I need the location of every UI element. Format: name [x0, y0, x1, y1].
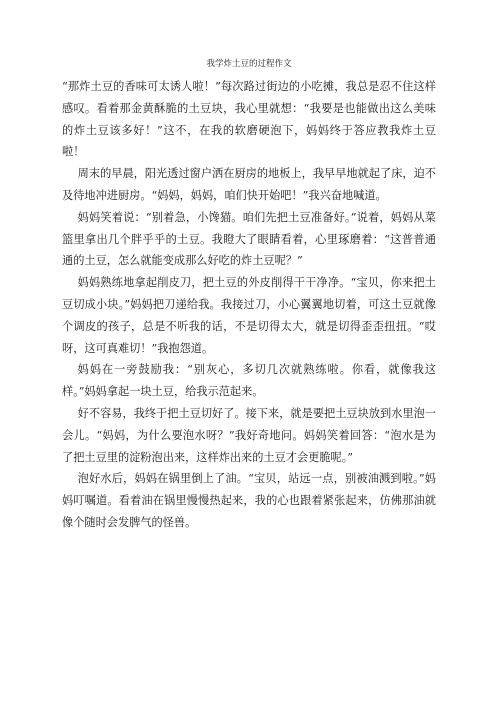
- paragraph: 妈妈笑着说：“别着急，小馋猫。咱们先把土豆准备好。”说着，妈妈从菜篮里拿出几个胖乎乎的土豆。我瞪大了眼睛看着，心里琢磨着：“这普普通通的土豆，怎么就能变成那么好吃的炸土豆呢？”: [62, 210, 436, 268]
- paragraph: 周末的早晨，阳光透过窗户洒在厨房的地板上，我早早地就起了床，迫不及待地冲进厨房。“妈妈，妈妈，咱们快开始吧！”我兴奋地喊道。: [62, 167, 436, 202]
- paragraph: 好不容易，我终于把土豆切好了。接下来，就是要把土豆块放到水里泡一会儿。“妈妈，为什么要泡水呀？”我好奇地问。妈妈笑着回答：“泡水是为了把土豆里的淀粉泡出来，这样炸出来的土豆才会更脆呢。”: [62, 406, 436, 464]
- document-page: [62, 58, 436, 534]
- document-title: 我学炸土豆的过程作文: [206, 59, 292, 69]
- paragraph: 泡好水后，妈妈在锅里倒上了油。“宝贝，站远一点，别被油溅到啦。”妈妈叮嘱道。看着油在锅里慢慢热起来，我的心也跟着紧张起来，仿佛那油就像个随时会发脾气的怪兽。: [62, 472, 436, 529]
- paragraph: 妈妈在一旁鼓励我：“别灰心，多切几次就熟练啦。你看，就像我这样。”妈妈拿起一块土豆，给我示范起来。: [62, 363, 436, 399]
- paragraph: “那炸土豆的香味可太诱人啦！”每次路过街边的小吃摊，我总是忍不住这样感叹。看着那金黄酥脆的土豆块，我心里就想：“我要是也能做出这么美味的炸土豆该多好！”这不，在我的软磨硬泡下，妈妈终于答应教我炸土豆啦！: [62, 80, 436, 159]
- paragraph: 妈妈熟练地拿起削皮刀，把土豆的外皮削得干干净净。“宝贝，你来把土豆切成小块。”妈妈把刀递给我。我接过刀，小心翼翼地切着，可这土豆就像个调皮的孩子，总是不听我的话，不是切得太大，就是切得歪歪扭扭。“哎呀，这可真难切！”我抱怨道。: [62, 276, 436, 355]
